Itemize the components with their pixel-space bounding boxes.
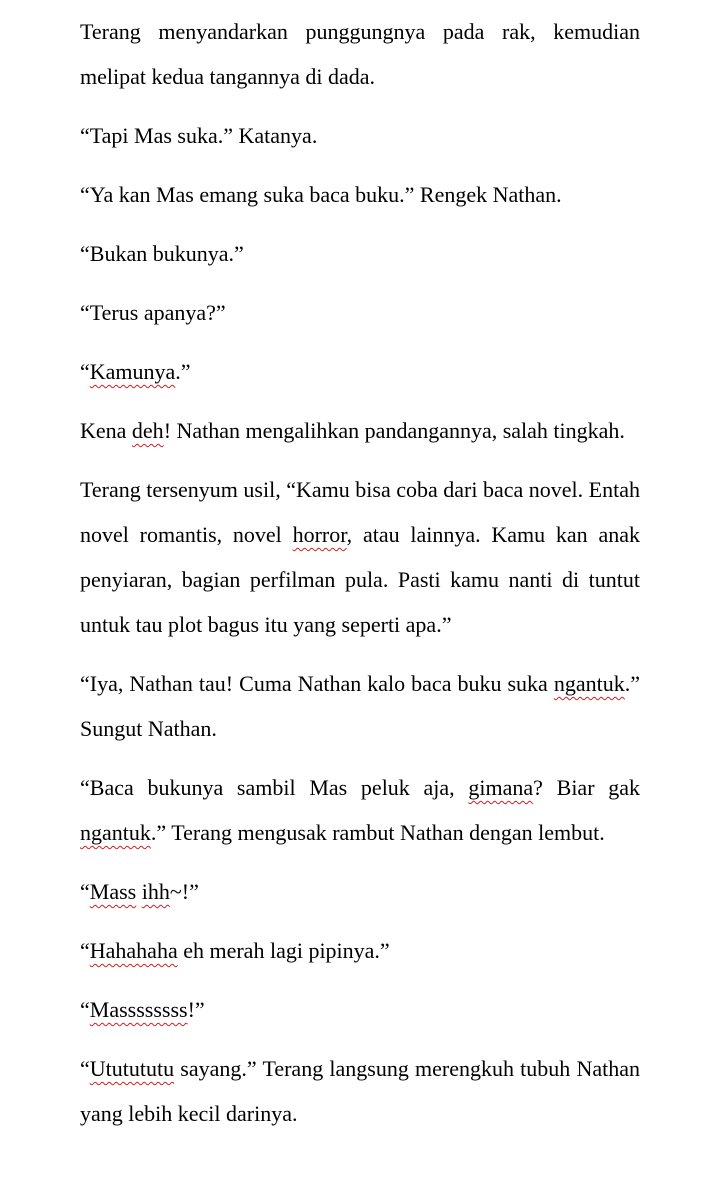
paragraph [80, 765, 640, 855]
paragraph [80, 349, 640, 394]
paragraph [80, 661, 640, 751]
paragraph-text: , atau lainnya. Kamu kan anak penyiaran, bagian perfilman pula. Pasti kamu nanti di tuntut untuk tau plot bagus itu yang seperti apa.” [80, 522, 640, 637]
spelling-flagged-word: deh [131, 418, 164, 443]
spelling-flagged-word: gimana [468, 775, 534, 800]
spelling-flagged-word: Hahahaha [89, 938, 178, 963]
paragraph [80, 1046, 640, 1136]
paragraph-text: .” Terang mengusak rambut Nathan dengan lembut. [150, 820, 605, 845]
paragraph-text: “ [80, 879, 90, 904]
paragraph-text: Terang menyandarkan punggungnya pada rak, kemudian melipat kedua tangannya di dada. [80, 19, 640, 89]
paragraph-text: “ [80, 1056, 90, 1081]
paragraph-text: “Tapi Mas suka.” Katanya. [80, 123, 318, 148]
paragraph-text: !” [187, 997, 205, 1022]
paragraph-text: Kena [80, 418, 132, 443]
paragraph-text: “ [80, 997, 90, 1022]
paragraph-text: “Baca bukunya sambil Mas peluk aja, [80, 775, 469, 800]
spelling-flagged-word: Massssssss [89, 997, 188, 1022]
paragraph-text: ~!” [169, 879, 199, 904]
paragraph-text: .” Sungut Nathan. [80, 671, 640, 741]
paragraph-text: Terang tersenyum usil, “Kamu bisa coba dari baca novel. Entah novel romantis, novel [80, 477, 640, 547]
document-body [80, 9, 640, 1136]
paragraph-text: eh merah lagi pipinya.” [177, 938, 390, 963]
spelling-flagged-word: Mass [89, 879, 137, 904]
paragraph [80, 9, 640, 99]
paragraph-text: “ [80, 938, 90, 963]
paragraph [80, 869, 640, 914]
paragraph-text: sayang.” Terang langsung merengkuh tubuh Nathan yang lebih kecil darinya. [80, 1056, 640, 1126]
spelling-flagged-word: Kamunya [89, 359, 176, 384]
paragraph-text: “ [80, 359, 90, 384]
paragraph-text: “Terus apanya?” [80, 300, 226, 325]
paragraph [80, 231, 640, 276]
spelling-flagged-word: Ututututu [89, 1056, 175, 1081]
paragraph [80, 928, 640, 973]
paragraph-text: .” [175, 359, 191, 384]
paragraph [80, 290, 640, 335]
paragraph [80, 987, 640, 1032]
paragraph-text: “Ya kan Mas emang suka baca buku.” Rengek Nathan. [80, 182, 562, 207]
paragraph [80, 172, 640, 217]
spelling-flagged-word: ngantuk [80, 820, 151, 845]
paragraph-text: ! Nathan mengalihkan pandangannya, salah tingkah. [163, 418, 625, 443]
paragraph-text: ? Biar gak [533, 775, 640, 800]
spelling-flagged-word: ngantuk [553, 671, 625, 696]
paragraph-text: “Iya, Nathan tau! Cuma Nathan kalo baca buku suka [80, 671, 554, 696]
paragraph [80, 408, 640, 453]
paragraph-text: “Bukan bukunya.” [80, 241, 244, 266]
spelling-flagged-word: ihh [141, 879, 170, 904]
spelling-flagged-word: horror [292, 522, 347, 547]
paragraph [80, 467, 640, 647]
paragraph [80, 113, 640, 158]
